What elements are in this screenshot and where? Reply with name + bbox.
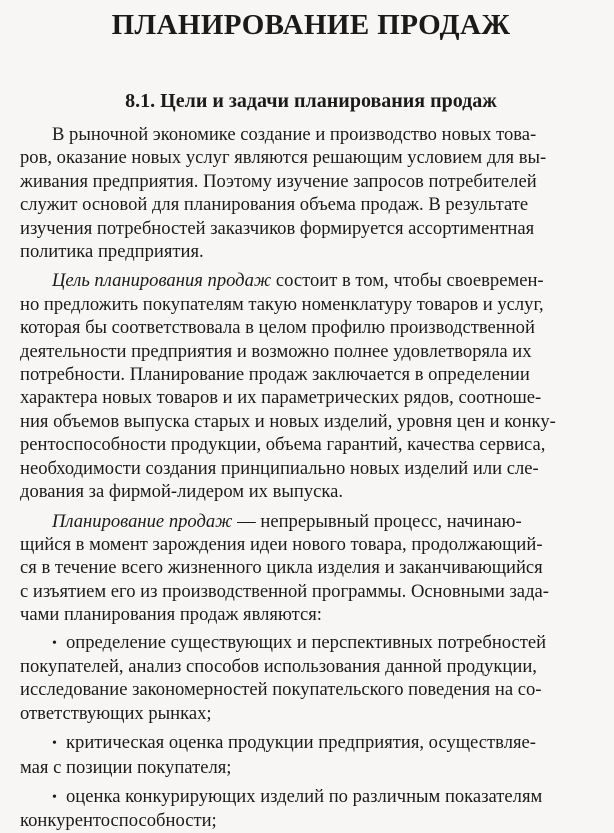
text-line [20,631,602,655]
text-line [20,510,602,533]
bullet-icon: • [52,789,57,805]
text-fragment: определение существующих и перспективных потребностей [66,631,547,653]
chapter-title: ПЛАНИРОВАНИЕ ПРОДАЖ [111,9,511,41]
text-line: исследование закономерностей покупательского поведения на со- [20,679,542,701]
text-line [20,269,602,292]
text-line: дования за фирмой-лидером их выпуска. [20,481,344,503]
text-line: покупателей, анализ способов использования данной продукции, [20,655,537,677]
text-line [20,785,602,809]
paragraph-intro [20,123,602,263]
text-line: с изъятием его из производственной программы. Основными зада- [20,580,549,602]
term-sales-goal: Цель планирования продаж [52,270,272,292]
text-line: живания предприятия. Поэтому изучение запросов потребителей [20,170,537,192]
section-title: 8.1. Цели и задачи планирования продаж [125,90,497,112]
bullet-icon: • [52,736,57,752]
text-line: потребности. Планирование продаж заключается в определении [20,364,530,386]
text-line: которая бы соответствовала в целом профилю производственной [20,317,535,339]
text-line: необходимости создания принципиально новых изделий или сле- [20,457,539,479]
text-line: служит основой для планирования объема продаж. В результате [20,194,529,216]
text-line: деятельности предприятия и возможно полнее удовлетворяла их [20,340,532,362]
text-line: характера новых товаров и их параметрических рядов, соотноше- [20,387,542,409]
text-line: ров, оказание новых услуг являются решающим условием для вы- [20,147,547,169]
list-item [20,785,602,833]
text-fragment: — непрерывный процесс, начинаю- [232,510,522,532]
term-sales-planning: Планирование продаж [52,510,233,532]
text-fragment: оценка конкурирующих изделий по различным показателям [66,785,543,807]
text-line: политика предприятия. [20,241,204,263]
text-line: мая с позиции покупателя; [20,756,232,778]
text-line: конкурентоспособности; [20,810,217,832]
text-line: чами планирования продаж являются: [20,604,322,626]
text-line: ния объемов выпуска старых и новых изделий, уровня цен и конку- [20,410,556,432]
paragraph-sales-goal [20,269,602,503]
text-fragment: состоит в том, чтобы своевремен- [271,270,544,292]
text-line: ответствующих рынках; [20,702,212,724]
list-item [20,731,602,779]
text-line: рентоспособности продукции, объема гарантий, качества сервиса, [20,434,546,456]
text-line: но предложить покупателям такую номенклатуру товаров и услуг, [20,293,544,315]
text-line: ся в течение всего жизненного цикла изделия и заканчивающийся [20,557,543,579]
text-line: изучения потребностей заказчиков формируется ассортиментная [20,217,535,239]
text-fragment: критическая оценка продукции предприятия, осуществляе- [66,732,536,754]
text-line [20,731,602,755]
text-line: В рыночной экономике создание и производство новых това- [52,124,537,145]
text-line: щийся в момент зарождения идеи нового товара, продолжающий- [20,533,543,555]
task-list [20,631,602,833]
list-item [20,631,602,726]
bullet-icon: • [52,635,57,651]
paragraph-sales-planning [20,510,602,627]
